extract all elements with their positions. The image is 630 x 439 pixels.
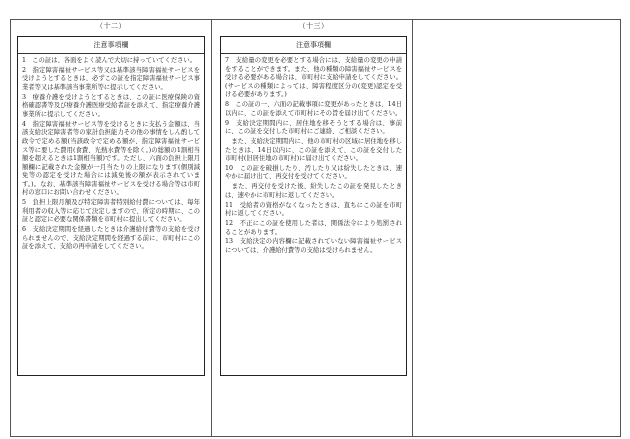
note-item: 2 指定障害福祉サービス等又は基準該当障害福祉サービスを受けようとするときは、必ずこの証を指定障害福祉サービス事業者等又は基準該当事業所等に提示してください。 xyxy=(22,66,200,91)
note-item: 7 支給量の変更を必要とする場合には、支給量の変更の申請をすることができます。また、他の種類の障害福祉サービスを受ける必要がある場合は、市町村に支給申請をしてください。(サービスの種類によっては、障害程度区分の(変更)認定を受ける必要があります。) xyxy=(225,57,402,99)
left-notes-box xyxy=(17,36,205,376)
column-divider-2 xyxy=(412,19,413,437)
note-item: 8 この証の一、六面の記載事項に変更があったときは、14日以内に、この証を添えて市町村にその旨を届け出てください。 xyxy=(225,101,402,117)
note-item: 13 支給決定の内容欄に記載されていない障害福祉サービスについては、介護給付費等の支給は受けられません。 xyxy=(225,238,402,254)
note-item: 1 この証は、各面をよく読んで大切に持っていてください。 xyxy=(22,57,197,64)
left-panel-number: （十二） xyxy=(96,22,126,30)
note-item: 9 支給決定期間内に、居住地を移そうとする場合は、事前に、この証を交付した市町村にご連絡、ご相談ください。 xyxy=(225,119,402,136)
right-notes-body xyxy=(221,54,406,256)
right-notes-box xyxy=(220,36,407,376)
note-item: 5 負担上限月額及び特定障害者特別給付費については、毎年利用者の収入等に応じて決定しますので、所定の時期に、この証と認定に必要な関係書類を市町村に提出してください。 xyxy=(22,199,200,224)
left-notes-body xyxy=(18,54,204,252)
column-divider-1 xyxy=(211,19,212,437)
note-item: 12 不正にこの証を使用した者は、関係法令により処罰されることがあります。 xyxy=(225,220,402,236)
note-item: 6 支給決定期間を経過したときは介護給付費等の支給を受けられませんので、支給決定期間を経過する前に、市町村にこの証を添えて、支給の再申請をしてください。 xyxy=(22,226,200,251)
note-item: 3 療養介護を受けようとするときは、この証に医療保険の資格確認書等及び療養介護医療受給者証を添えて、指定療養介護事業所に提示してください。 xyxy=(22,93,200,118)
note-item: 10 この証を破損したり、汚したり又は紛失したときは、速やかに届け出て、再交付を受けてください。 xyxy=(225,164,402,181)
note-item: また、再交付を受けた後、紛失したこの証を発見したときは、速やかに市町村に返してください。 xyxy=(225,183,402,199)
note-item: 4 指定障害福祉サービス等を受けるときに支払う金額は、当該支給決定障害者等の家計負担能力その他の事情をしん酌して政令で定める額(当該政令で定める額が、指定障害福祉サービス等に要した費用(食費、光熱水費等を除く。)の総額の1割相当額を超えるときは1割相当額)です。ただし、六面の負担上限月額欄に記載された金額が一月当たりの上限になります(個別減免等の認定を受けた場合には減免後の額が表示されています。)。なお、基準該当障害福祉サービスを受ける場合等は市町村の窓口にお問い合わせください。 xyxy=(22,120,200,197)
left-notes-heading: 注意事項欄 xyxy=(18,37,204,54)
note-item: また、支給決定期間内に、他の市町村の区域に居住地を移したときは、14日以内に、この証を添えて、この証を交付した市町村(旧居住地の市町村)に届け出てください。 xyxy=(225,137,402,163)
right-notes-heading: 注意事項欄 xyxy=(221,37,406,54)
note-item: 11 受給者の資格がなくなったときは、直ちにこの証を市町村に返してください。 xyxy=(225,201,402,218)
right-panel-number: （十三） xyxy=(298,22,329,30)
